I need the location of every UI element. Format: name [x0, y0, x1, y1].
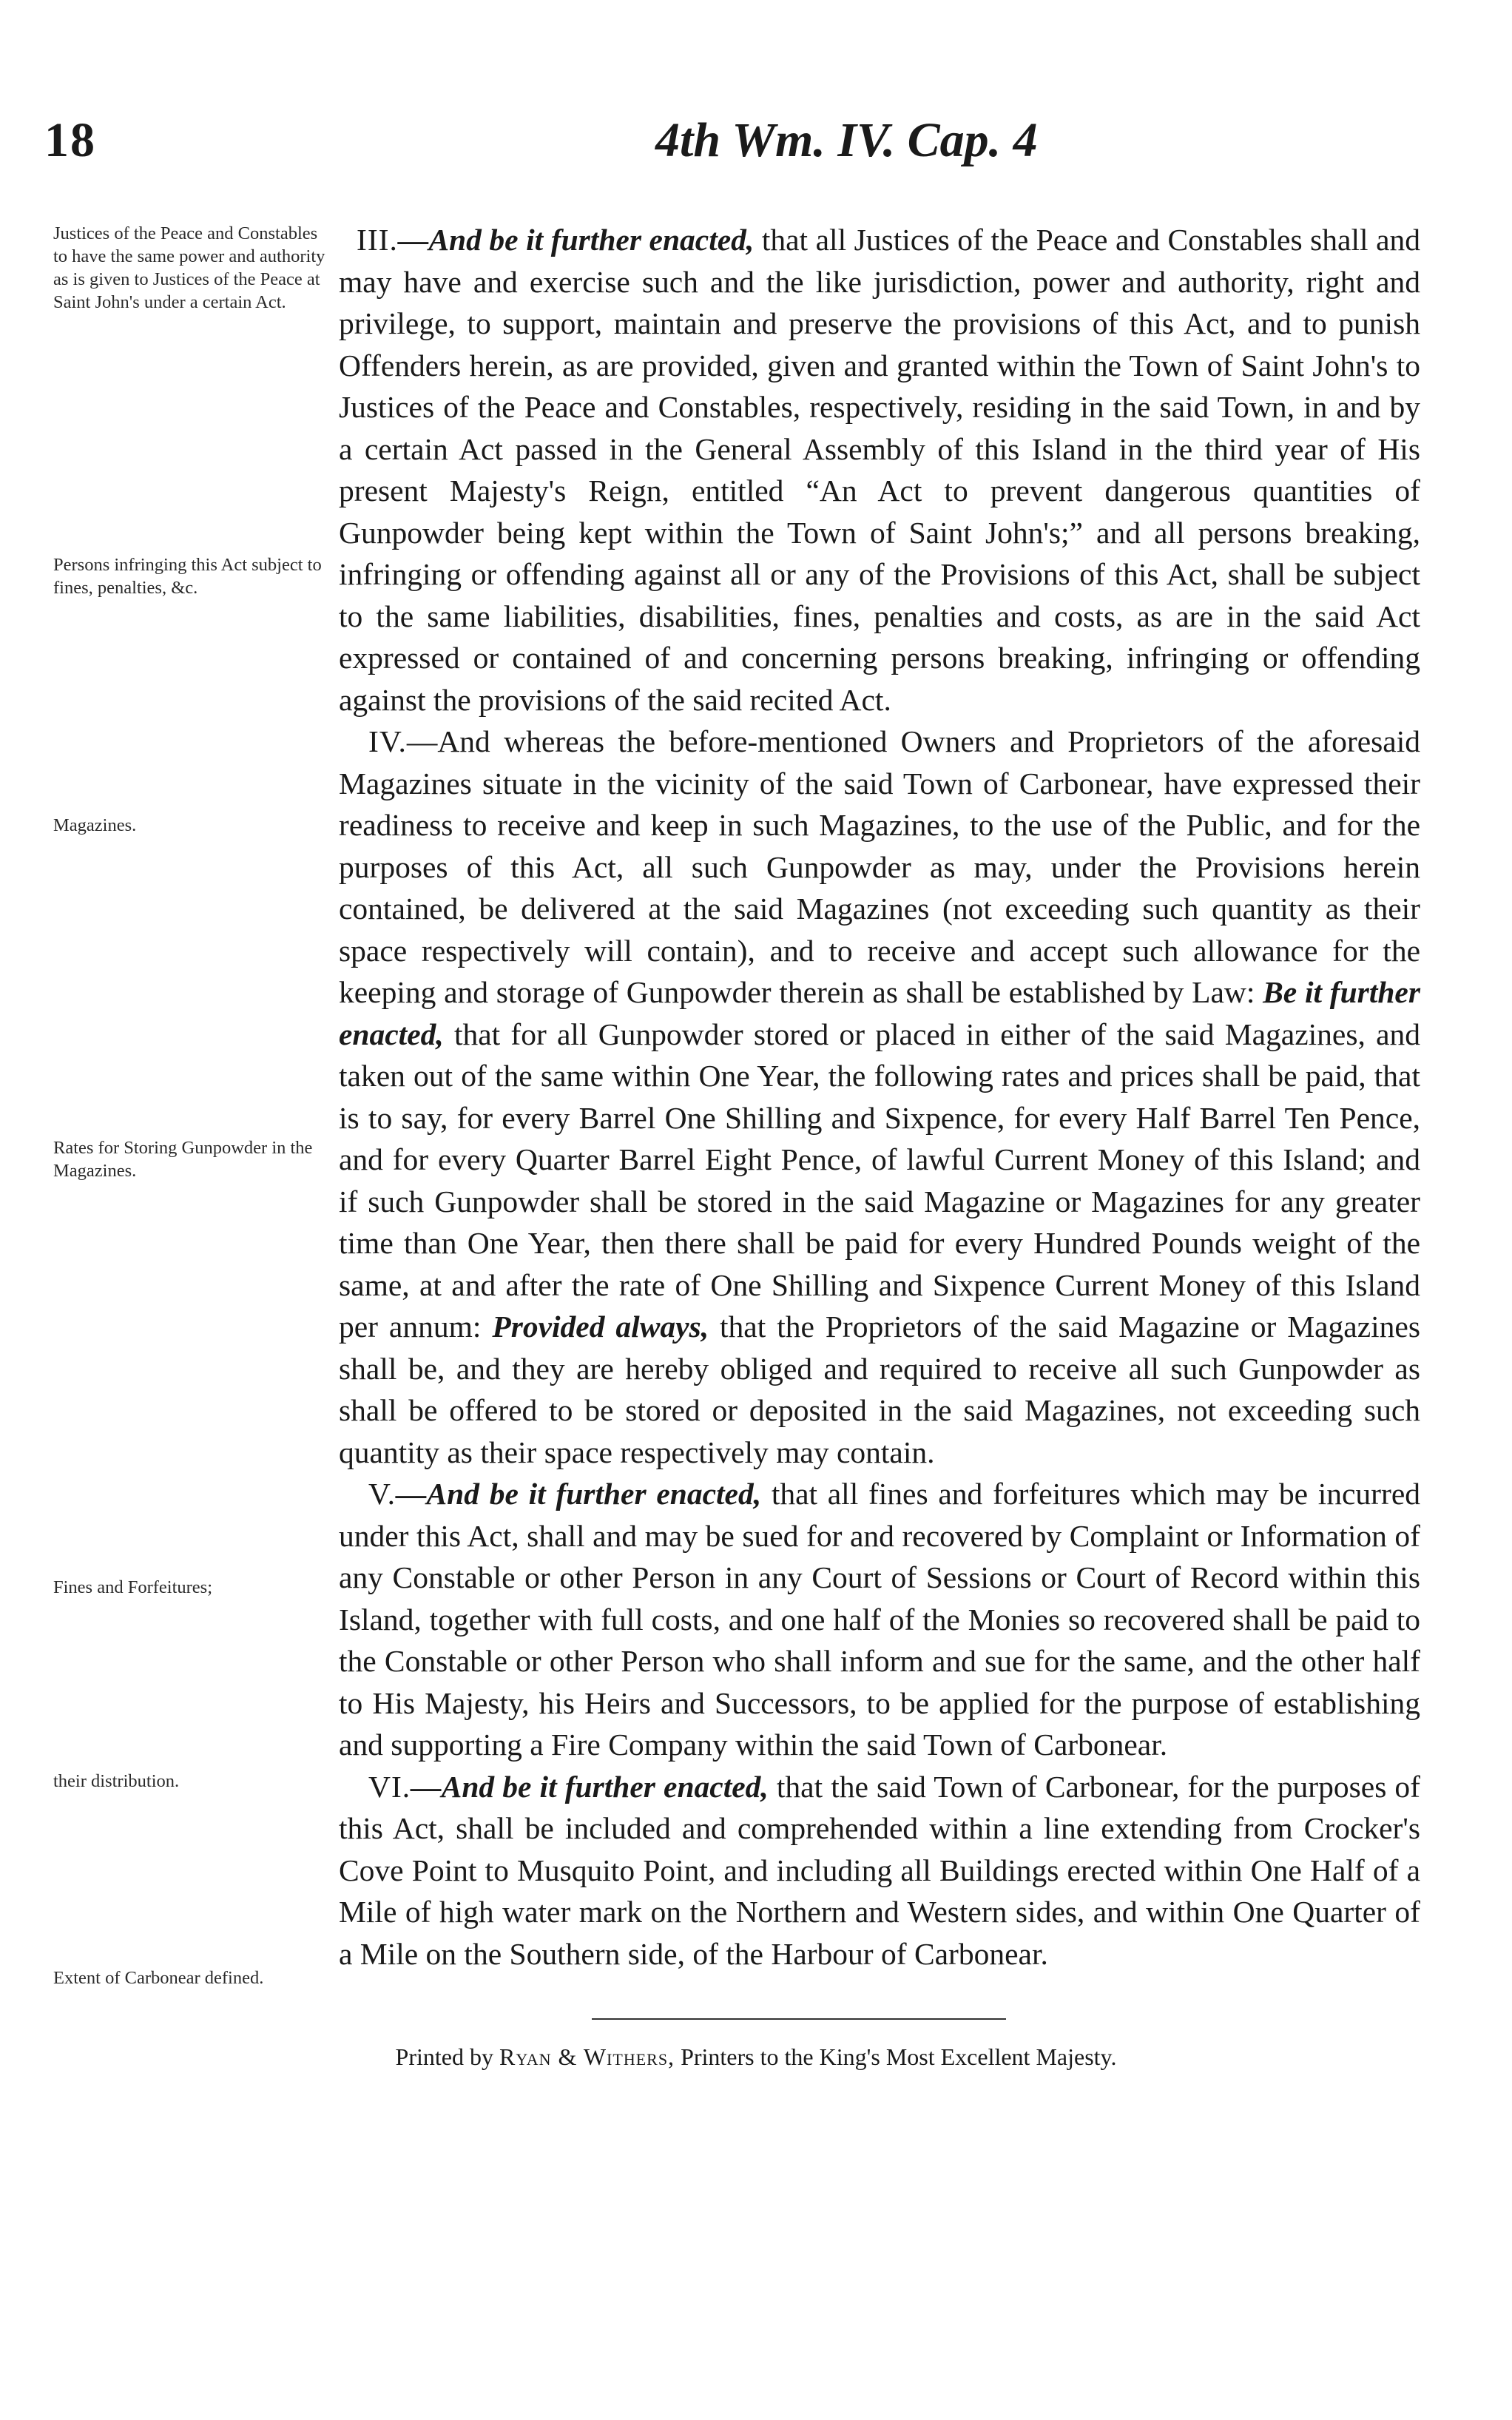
section-text-end: that the Proprietors of the said Magazine or Magazines shall be, and they are hereby obliged and required to receive all such Gunpowder as shall be offered to be stored or deposited in the said Magazines, not exceeding such quantity as their space respectively may contain.: [339, 1310, 1420, 1469]
imprint-suffix: Printers to the King's Most Excellent Majesty.: [675, 2043, 1117, 2070]
printer-names: Ryan & Withers,: [499, 2043, 675, 2070]
proviso-clause: Provided always,: [492, 1310, 709, 1344]
section-number: IV.: [368, 724, 407, 758]
section-vi: [339, 1766, 1420, 1975]
section-text: that all fines and forfeitures which may be incurred under this Act, shall and may be sued for and recovered by Complaint or Information of any Constable or other Person in any Court of Sessions or Court of Record within this Island, together with full costs, and one half of the Monies so recovered shall be paid to the Constable or other Person who shall inform and sue for the same, and the other half to His Majesty, his Heirs and Successors, to be applied for the purpose of establishing and supporting a Fire Company within the said Town of Carbonear.: [339, 1477, 1420, 1762]
section-iv: [339, 721, 1420, 1473]
section-text-continued: that for all Gunpowder stored or placed in either of the said Magazines, and taken out of the same within One Year, the following rates and prices shall be paid, that is to say, for every Barrel One Shilling and Sixpence, for every Half Barrel Ten Pence, and for every Quarter Barrel Eight Pence, of lawful Current Money of this Island; and if such Gunpowder shall be stored in the said Magazine or Magazines for any greater time than One Year, then there shall be paid for every Hundred Pounds weight of the same, at and after the rate of One Shilling and Sixpence Current Money of this Island per annum:: [339, 1017, 1420, 1344]
marginal-note-extent: Extent of Carbonear defined.: [53, 1968, 264, 1988]
section-text: that the said Town of Carbonear, for the purposes of this Act, shall be included and comprehended within a line extending from Crocker's Cove Point to Musquito Point, and including all Buildings erected within One Half of a Mile of high water mark on the Northern and Western sides, and within One Quarter of a Mile on the Southern side, of the Harbour of Carbonear.: [339, 1769, 1421, 1971]
footer-rule: [592, 2018, 1006, 2020]
printer-imprint: [0, 2043, 1512, 2071]
marginal-note-magazines: Magazines.: [53, 815, 137, 835]
marginal-note-justices: Justices of the Peace and Constables to have the same power and authority as is given to Justices of the Peace at Saint John's under a certain Act.: [53, 223, 325, 312]
section-number: III.: [357, 223, 398, 257]
section-number: VI.: [368, 1769, 411, 1804]
enacting-clause: —And be it further enacted,: [397, 223, 755, 257]
enacting-clause: Be it further enacted,: [339, 975, 1420, 1051]
imprint-prefix: Printed by: [395, 2043, 493, 2070]
marginal-note-fines: Fines and Forfeitures;: [53, 1577, 213, 1597]
section-number: V.: [368, 1477, 396, 1511]
marginal-note-distribution: their distribution.: [53, 1771, 180, 1791]
section-text: the before-mentioned Owners and Proprietors of the aforesaid Magazines situate in the vicinity of the said Town of Carbonear, have expressed their readiness to receive and keep in such Magazines, to the use of the Public, and for the purposes of this Act, all such Gunpowder as may, under the Provisions herein contained, be delivered at the said Magazines (not exceeding such quantity as their space respectively will contain), and to receive and accept such allowance for the keeping and storage of Gunpowder therein as shall be established by Law:: [339, 724, 1420, 1009]
page-number: 18: [44, 113, 96, 167]
section-text: that all Justices of the Peace and Constables shall and may have and exercise such and the like jurisdiction, power and authority, right and privilege, to support, maintain and preserve the provisions of this Act, and to punish Offenders herein, as are provided, given and granted within the Town of Saint John's to Justices of the Peace and Constables, respectively, residing in the said Town, in and by a certain Act passed in the General Assembly of this Island in the third year of His present Majesty's Reign, entitled “An Act to prevent dangerous quantities of Gunpowder being kept within the Town of Saint John's;” and all persons breaking, infringing or offending against all or any of the Provisions of this Act, shall be subject to the same liabilities, disabilities, fines, penalties and costs, as are in the said Act expressed or contained of and concerning persons breaking, infringing or offending against the provisions of the said recited Act.: [339, 223, 1421, 717]
section-lead: —And whereas: [406, 724, 605, 758]
enacting-clause: —And be it further enacted,: [411, 1769, 769, 1804]
section-iii: [339, 219, 1420, 721]
act-body: [339, 219, 1420, 1975]
section-v: [339, 1473, 1420, 1766]
marginal-note-persons-infringing: Persons infringing this Act subject to fines, penalties, &c.: [53, 555, 322, 598]
enacting-clause: —And be it further enacted,: [396, 1477, 762, 1511]
marginal-note-rates: Rates for Storing Gunpowder in the Magazines.: [53, 1138, 313, 1181]
running-title: 4th Wm. IV. Cap. 4: [655, 113, 1038, 167]
